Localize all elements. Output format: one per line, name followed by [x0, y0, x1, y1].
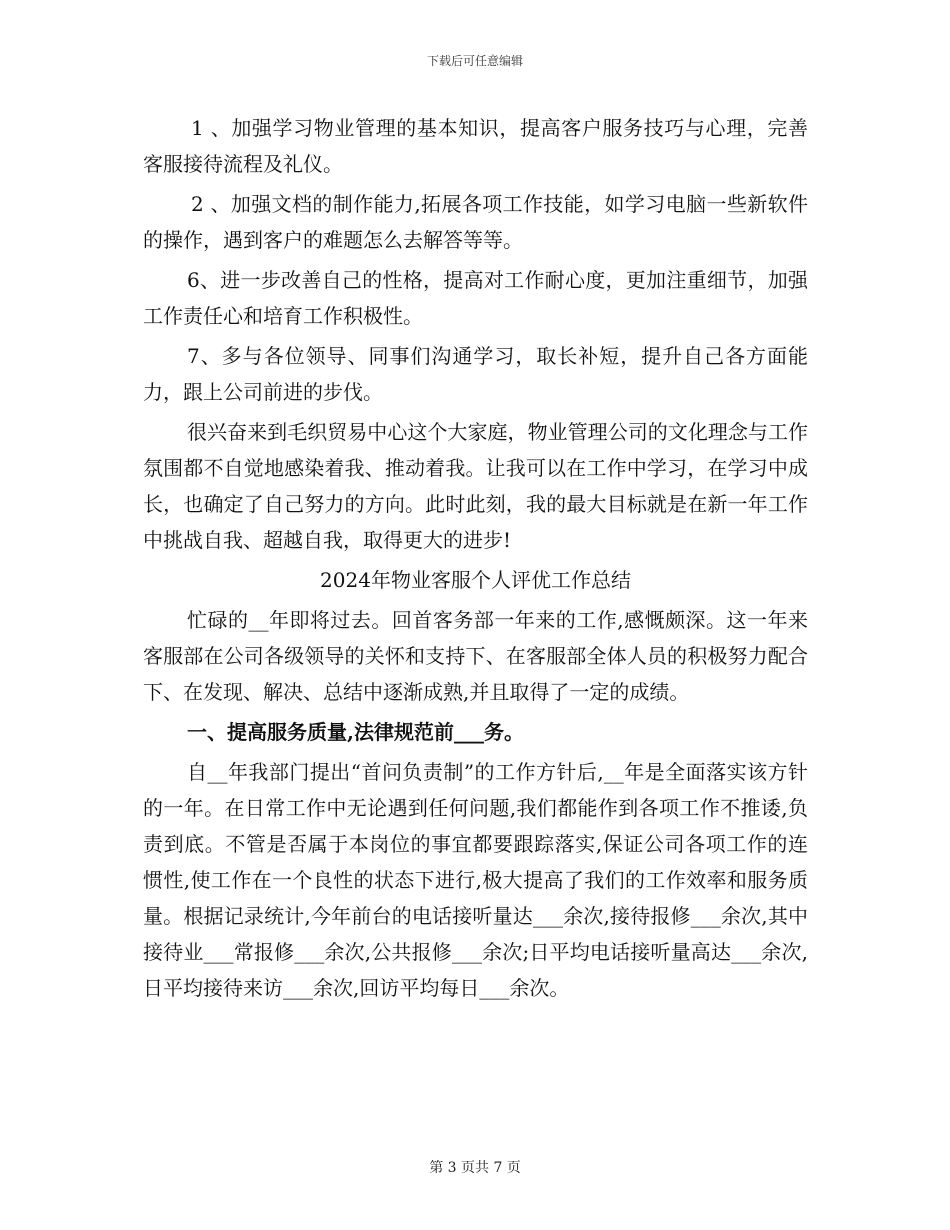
- paragraph-item-7: 7、多与各位领导、同事们沟通学习，取长补短，提升自己各方面能力，跟上公司前进的步伐。: [143, 344, 808, 404]
- paragraph-intro: 忙碌的__年即将过去。回首客务部一年来的工作,感慨颇深。这一年来客服部在公司各级领导的关怀和支持下、在客服部全体人员的积极努力配合下、在发现、解决、总结中逐渐成熟,并且取得了一定的成绩。: [143, 608, 808, 704]
- document-body: [143, 110, 808, 1010]
- paragraph-item-2: 2 、加强文档的制作能力,拓展各项工作技能，如学习电脑一些新软件的操作，遇到客户的难题怎么去解答等等。: [143, 192, 808, 252]
- paragraph-service-quality: 自__年我部门提出“首问负责制”的工作方针后,__年是全面落实该方针的一年。在日常工作中无论遇到任何问题,我们都能作到各项工作不推诿,负责到底。不管是否属于本岗位的事宜都要跟踪落实,保证公司各项工作的连惯性,使工作在一个良性的状态下进行,极大提高了我们的工作效率和服务质量。根据记录统计,今年前台的电话接听量达___余次,接待报修___余次,其中接待业___常报修___余次,公共报修___余次;日平均电话接听量高达___余次,日平均接待来访___余次,回访平均每日___余次。: [143, 760, 808, 1000]
- page-footer: 第 3 页共 7 页: [429, 1160, 521, 1176]
- section-heading-1: 一、提高服务质量,法律规范前___务。: [187, 720, 524, 744]
- page-header: 下载后可任意编辑: [426, 54, 523, 68]
- paragraph-item-6: 6、进一步改善自己的性格，提高对工作耐心度，更加注重细节，加强工作责任心和培育工作积极性。: [143, 268, 808, 328]
- section-title: 2024年物业客服个人评优工作总结: [320, 568, 631, 592]
- paragraph-closing: 很兴奋来到毛织贸易中心这个大家庭，物业管理公司的文化理念与工作氛围都不自觉地感染着我、推动着我。让我可以在工作中学习，在学习中成长，也确定了自己努力的方向。此时此刻，我的最大目标就是在新一年工作中挑战自我、超越自我，取得更大的进步!: [143, 420, 808, 552]
- paragraph-item-1: 1 、加强学习物业管理的基本知识，提高客户服务技巧与心理，完善客服接待流程及礼仪。: [143, 116, 808, 176]
